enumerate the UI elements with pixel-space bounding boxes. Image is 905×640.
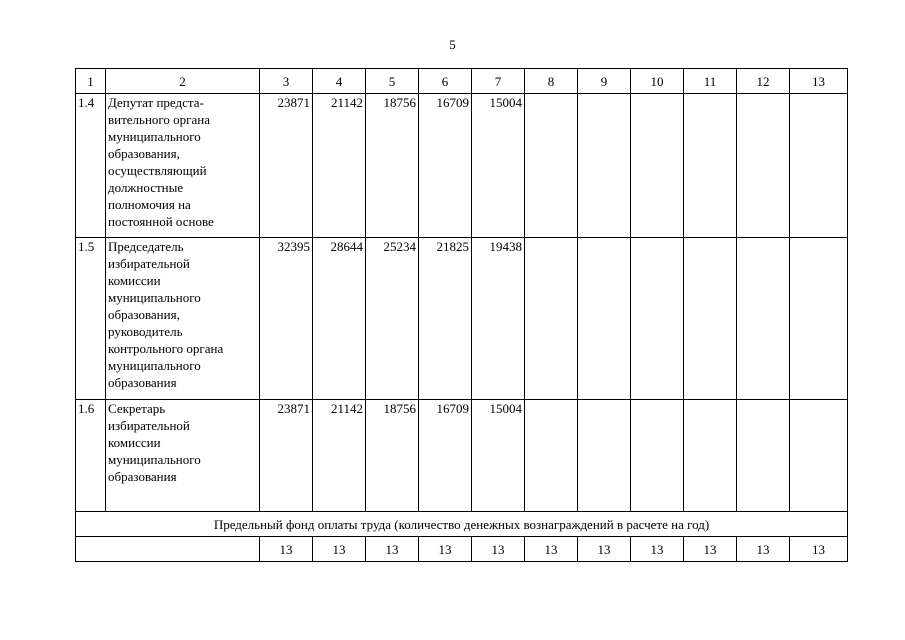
header-cell: 2	[106, 69, 260, 94]
value-cell	[631, 94, 684, 238]
header-cell: 7	[472, 69, 525, 94]
table-row	[76, 94, 848, 238]
value-cell	[684, 400, 737, 512]
page-number: 5	[449, 37, 456, 52]
header-row	[76, 69, 848, 94]
row-name-line: Председатель	[108, 239, 184, 254]
value-cell	[790, 238, 848, 400]
row-name-line: контрольного органа	[108, 341, 224, 356]
value-cell	[631, 238, 684, 400]
header-cell: 12	[737, 69, 790, 94]
value-cell: 16709	[419, 400, 472, 512]
row-name-line: муниципального	[108, 452, 201, 467]
row-name-line: муниципального	[108, 129, 201, 144]
row-name	[106, 238, 260, 400]
value-cell	[790, 94, 848, 238]
value-cell: 28644	[313, 238, 366, 400]
header-cell: 1	[76, 69, 106, 94]
header-cell: 6	[419, 69, 472, 94]
row-name-line: вительного органа	[108, 112, 211, 127]
row-index: 1.5	[76, 238, 106, 400]
total-cell: 13	[313, 537, 366, 562]
value-cell	[525, 94, 578, 238]
header-cell: 13	[790, 69, 848, 94]
value-cell: 32395	[260, 238, 313, 400]
value-cell	[578, 94, 631, 238]
value-cell: 21825	[419, 238, 472, 400]
value-cell: 23871	[260, 94, 313, 238]
total-cell: 13	[472, 537, 525, 562]
header-cell: 3	[260, 69, 313, 94]
row-index: 1.6	[76, 400, 106, 512]
value-cell: 18756	[366, 94, 419, 238]
row-name-line: должностные	[108, 180, 184, 195]
row-name	[106, 400, 260, 512]
value-cell: 16709	[419, 94, 472, 238]
row-name-line: Секретарь	[108, 401, 166, 416]
value-cell	[684, 238, 737, 400]
row-name-line: образования,	[108, 307, 180, 322]
row-name-line: Депутат предста-	[108, 95, 204, 110]
value-cell: 25234	[366, 238, 419, 400]
value-cell: 15004	[472, 94, 525, 238]
value-cell: 21142	[313, 94, 366, 238]
totals-label-cell	[76, 537, 260, 562]
value-cell	[684, 94, 737, 238]
value-cell	[525, 238, 578, 400]
header-cell: 5	[366, 69, 419, 94]
table-row	[76, 238, 848, 400]
totals-row	[76, 537, 848, 562]
value-cell	[578, 238, 631, 400]
row-name-line: осуществляющий	[108, 163, 207, 178]
row-name-line: образования	[108, 375, 177, 390]
total-cell: 13	[684, 537, 737, 562]
row-name-line: муниципального	[108, 358, 201, 373]
total-cell: 13	[737, 537, 790, 562]
total-cell: 13	[419, 537, 472, 562]
row-name-line: избирательной	[108, 256, 190, 271]
note-text: Предельный фонд оплаты труда (количество денежных вознаграждений в расчете на год)	[76, 512, 848, 537]
value-cell	[737, 94, 790, 238]
row-name-line: избирательной	[108, 418, 190, 433]
row-name-line: комиссии	[108, 435, 161, 450]
table-row	[76, 400, 848, 512]
row-name-line: образования,	[108, 146, 180, 161]
total-cell: 13	[578, 537, 631, 562]
value-cell: 21142	[313, 400, 366, 512]
value-cell: 18756	[366, 400, 419, 512]
header-cell: 11	[684, 69, 737, 94]
total-cell: 13	[260, 537, 313, 562]
total-cell: 13	[790, 537, 848, 562]
row-name-line: комиссии	[108, 273, 161, 288]
header-cell: 4	[313, 69, 366, 94]
value-cell	[737, 400, 790, 512]
row-name	[106, 94, 260, 238]
salary-table	[75, 68, 848, 562]
total-cell: 13	[631, 537, 684, 562]
row-name-line: муниципального	[108, 290, 201, 305]
total-cell: 13	[525, 537, 578, 562]
value-cell	[525, 400, 578, 512]
value-cell	[737, 238, 790, 400]
note-row	[76, 512, 848, 537]
row-name-line: постоянной основе	[108, 214, 214, 229]
row-name-line: руководитель	[108, 324, 183, 339]
header-cell: 8	[525, 69, 578, 94]
value-cell: 23871	[260, 400, 313, 512]
row-name-line: образования	[108, 469, 177, 484]
row-name-line: полномочия на	[108, 197, 191, 212]
header-cell: 9	[578, 69, 631, 94]
row-index: 1.4	[76, 94, 106, 238]
value-cell	[790, 400, 848, 512]
value-cell: 19438	[472, 238, 525, 400]
value-cell	[578, 400, 631, 512]
value-cell	[631, 400, 684, 512]
value-cell: 15004	[472, 400, 525, 512]
header-cell: 10	[631, 69, 684, 94]
total-cell: 13	[366, 537, 419, 562]
